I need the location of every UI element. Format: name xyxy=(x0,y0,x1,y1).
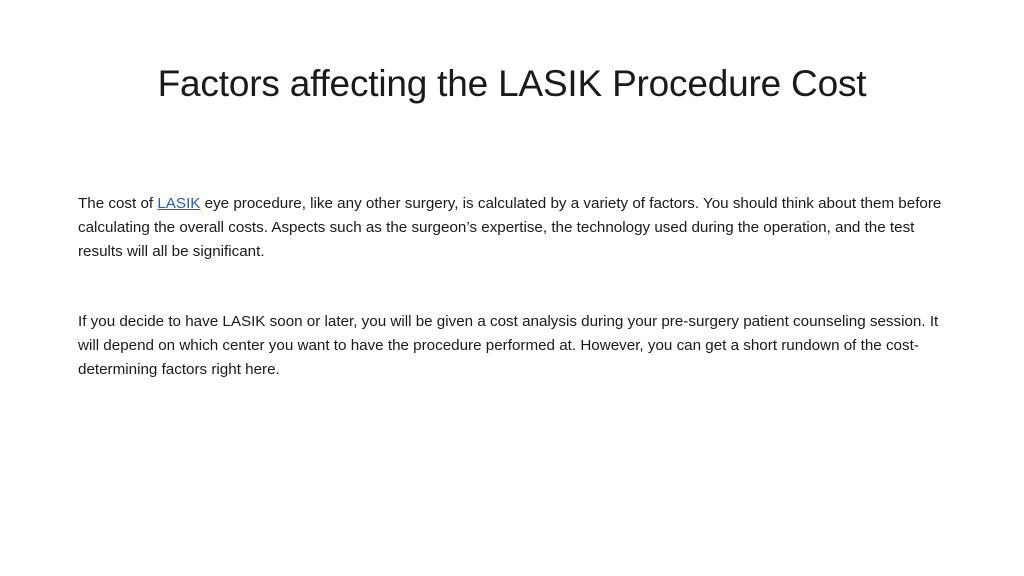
paragraph-1-text-start: The cost of xyxy=(78,195,158,212)
paragraph-2: If you decide to have LASIK soon or later, you will be given a cost analysis during your pre-surgery patient counseling session. It will depend on which center you want to have the procedure performed at. However, you can get a short rundown of the cost-determining factors right here. xyxy=(78,313,939,378)
lasik-link[interactable]: LASIK xyxy=(157,195,201,212)
paragraph-1 xyxy=(78,192,948,264)
slide-title: Factors affecting the LASIK Procedure Cost xyxy=(157,63,867,104)
paragraph-1-text-end: eye procedure, like any other surgery, is calculated by a variety of factors. You should think about them before calculating the overall costs. Aspects such as the surgeon’s expertise, the technology used during the operation, and the test results will all be significant. xyxy=(78,195,942,260)
